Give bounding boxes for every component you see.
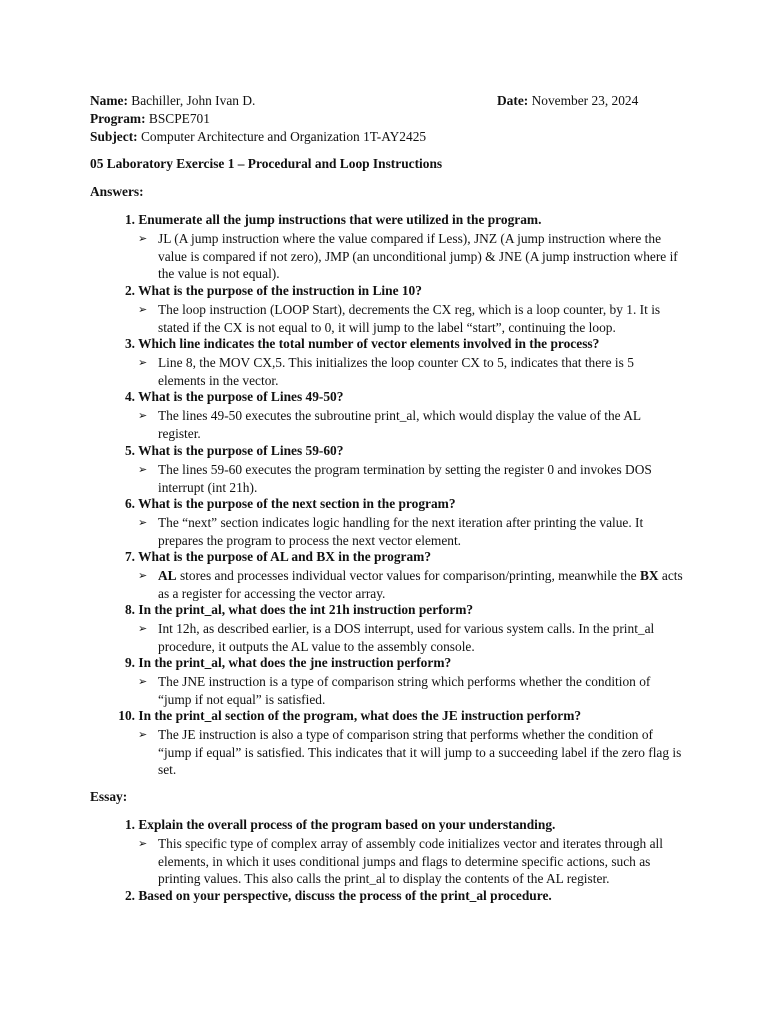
question-text: What is the purpose of the instruction in Line 10? — [138, 283, 422, 298]
answer-term-al: AL — [158, 568, 177, 583]
arrow-bullet-icon: ➢ — [138, 303, 148, 316]
answer-10 — [138, 726, 683, 779]
arrow-bullet-icon: ➢ — [138, 728, 148, 741]
document-title: 05 Laboratory Exercise 1 – Procedural and Loop Instructions — [90, 156, 443, 171]
answer-6 — [138, 514, 683, 549]
question-8 — [111, 602, 711, 618]
question-number: 2. — [124, 888, 135, 903]
question-2 — [111, 283, 711, 299]
question-4 — [111, 389, 711, 405]
date-value: November 23, 2024 — [531, 93, 639, 108]
answer-text: Int 12h, as described earlier, is a DOS interrupt, used for various system calls. In the print_al procedure, it outputs the AL value to the assembly console. — [158, 621, 655, 654]
question-text: What is the purpose of AL and BX in the program? — [138, 549, 432, 564]
program-value: BSCPE701 — [148, 111, 210, 126]
essay-question-1 — [111, 817, 711, 833]
essay-question-2 — [111, 888, 711, 904]
question-text: What is the purpose of the next section in the program? — [138, 496, 456, 511]
essay-heading: Essay: — [90, 789, 128, 804]
question-number: 1. — [124, 212, 135, 227]
answer-text: The lines 49-50 executes the subroutine print_al, which would display the value of the AL register. — [158, 408, 641, 441]
question-6 — [111, 496, 711, 512]
question-number: 10. — [118, 708, 135, 723]
date-label: Date: — [497, 93, 529, 108]
subject-value: Computer Architecture and Organization 1T-AY2425 — [140, 129, 427, 144]
subject-row — [90, 128, 690, 146]
subject-label: Subject: — [90, 129, 138, 144]
answer-term-bx: BX — [639, 568, 659, 583]
answer-2 — [138, 301, 683, 336]
question-3 — [111, 336, 711, 352]
arrow-bullet-icon: ➢ — [138, 675, 148, 688]
arrow-bullet-icon: ➢ — [138, 622, 148, 635]
question-7 — [111, 549, 711, 565]
arrow-bullet-icon: ➢ — [138, 569, 148, 582]
question-text: In the print_al, what does the jne instruction perform? — [138, 655, 452, 670]
name-label: Name: — [90, 93, 128, 108]
answer-text: The JE instruction is also a type of comparison string that performs whether the condition of “jump if equal” is satisfied. This indicates that it will jump to a succeeding label if the zero flag is set. — [158, 727, 682, 777]
question-number: 2. — [124, 283, 135, 298]
answer-text: This specific type of complex array of assembly code initializes vector and iterates through all elements, in which it uses conditional jumps and flags to determine specific actions, such as printing values. This also calls the print_al to display the contents of the AL register. — [158, 836, 663, 886]
answer-3 — [138, 354, 683, 389]
question-number: 1. — [124, 817, 135, 832]
question-number: 8. — [124, 602, 135, 617]
question-text: What is the purpose of Lines 59-60? — [138, 443, 344, 458]
question-1 — [111, 212, 711, 228]
question-10 — [111, 708, 711, 724]
answer-text — [158, 567, 683, 602]
question-text: Explain the overall process of the program based on your understanding. — [138, 817, 556, 832]
answer-1 — [138, 230, 683, 283]
question-number: 6. — [124, 496, 135, 511]
answers-heading: Answers: — [90, 184, 144, 199]
answer-text: JL (A jump instruction where the value compared if Less), JNZ (A jump instruction where the value is compared if not zero), JMP (an unconditional jump) & JNE (A jump instruction where if the value is not equal). — [158, 231, 678, 281]
answer-5 — [138, 461, 683, 496]
name-row — [90, 92, 690, 110]
answer-9 — [138, 673, 683, 708]
question-number: 3. — [124, 336, 135, 351]
program-label: Program: — [90, 111, 146, 126]
question-text: Based on your perspective, discuss the process of the print_al procedure. — [138, 888, 552, 903]
question-5 — [111, 443, 711, 459]
question-number: 5. — [124, 443, 135, 458]
question-text: In the print_al section of the program, what does the JE instruction perform? — [138, 708, 582, 723]
program-row — [90, 110, 690, 128]
essay-answer-1 — [138, 835, 683, 888]
arrow-bullet-icon: ➢ — [138, 516, 148, 529]
answer-4 — [138, 407, 683, 442]
arrow-bullet-icon: ➢ — [138, 463, 148, 476]
question-text: Enumerate all the jump instructions that were utilized in the program. — [138, 212, 542, 227]
answer-fragment: stores and processes individual vector values for comparison/printing, meanwhile the — [176, 568, 640, 583]
answer-text: The JNE instruction is a type of comparison string which performs whether the condition of “jump if not equal” is satisfied. — [158, 674, 651, 707]
date-block — [497, 92, 638, 110]
question-text: In the print_al, what does the int 21h instruction perform? — [138, 602, 474, 617]
question-text: What is the purpose of Lines 49-50? — [138, 389, 344, 404]
answer-text: Line 8, the MOV CX,5. This initializes the loop counter CX to 5, indicates that there is 5 elements in the vector. — [158, 355, 634, 388]
answer-text: The “next” section indicates logic handling for the next iteration after printing the value. It prepares the program to process the next vector element. — [158, 515, 644, 548]
question-number: 9. — [124, 655, 135, 670]
question-number: 4. — [124, 389, 135, 404]
answer-7 — [138, 567, 683, 602]
arrow-bullet-icon: ➢ — [138, 356, 148, 369]
arrow-bullet-icon: ➢ — [138, 837, 148, 850]
arrow-bullet-icon: ➢ — [138, 232, 148, 245]
question-9 — [111, 655, 711, 671]
question-number: 7. — [124, 549, 135, 564]
name-value: Bachiller, John Ivan D. — [131, 93, 256, 108]
arrow-bullet-icon: ➢ — [138, 409, 148, 422]
question-text: Which line indicates the total number of vector elements involved in the process? — [138, 336, 600, 351]
answer-text: The loop instruction (LOOP Start), decrements the CX reg, which is a loop counter, by 1. It is stated if the CX is not equal to 0, it will jump to the label “start”, continuing the loop. — [158, 302, 661, 335]
answer-8 — [138, 620, 683, 655]
answer-fragment: acts as a register for accessing the vector array. — [158, 568, 683, 601]
answer-text: The lines 59-60 executes the program termination by setting the register 0 and invokes DOS interrupt (int 21h). — [158, 462, 652, 495]
